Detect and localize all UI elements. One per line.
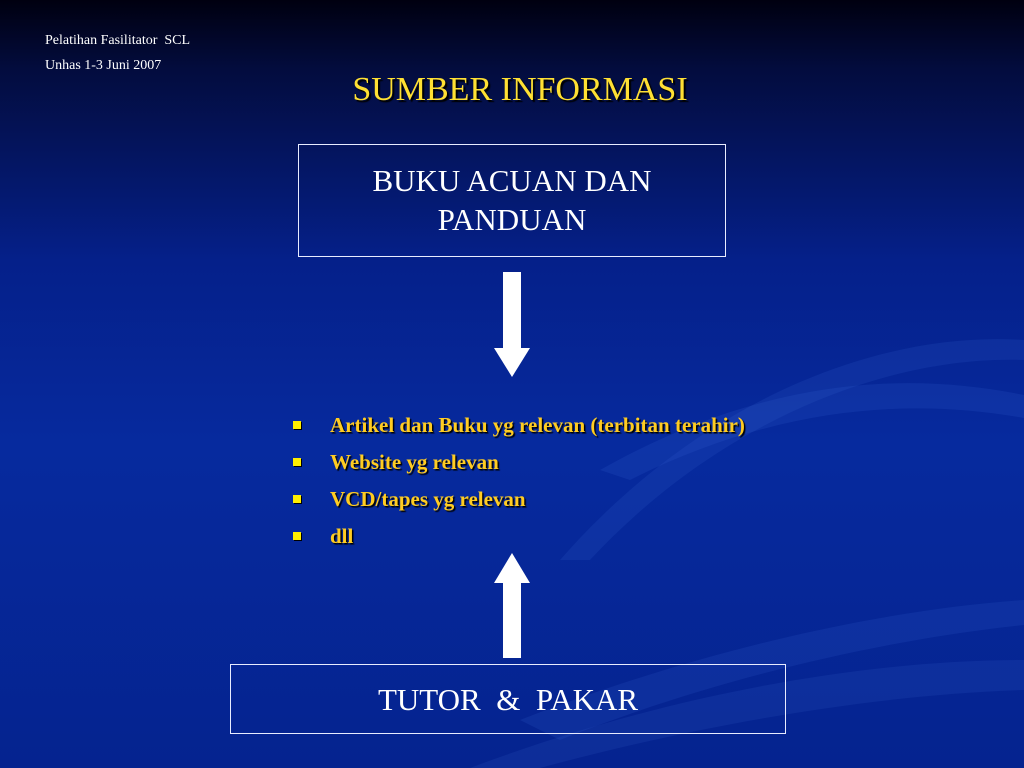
header-event-name: Pelatihan Fasilitator SCL — [45, 33, 191, 48]
list-item-text: VCD/tapes yg relevan — [330, 487, 526, 511]
bottom-box-tutor-pakar: TUTOR & PAKAR — [230, 664, 786, 734]
slide-title: SUMBER INFORMASI — [352, 71, 688, 108]
square-bullet-icon — [293, 421, 301, 429]
list-item-text: Artikel dan Buku yg relevan (terbitan terahir) — [330, 413, 745, 437]
square-bullet-icon — [293, 458, 301, 466]
top-box-line-2: PANDUAN — [437, 202, 587, 237]
arrow-up-icon — [493, 553, 531, 659]
square-bullet-icon — [293, 532, 301, 540]
header-event-date: Unhas 1-3 Juni 2007 — [45, 58, 162, 73]
arrow-down-icon — [493, 272, 531, 378]
top-box-line-1: BUKU ACUAN DAN — [372, 163, 652, 198]
list-item-text: dll — [330, 524, 354, 548]
list-item-text: Website yg relevan — [330, 450, 499, 474]
square-bullet-icon — [293, 495, 301, 503]
top-box-buku-acuan — [298, 144, 726, 257]
